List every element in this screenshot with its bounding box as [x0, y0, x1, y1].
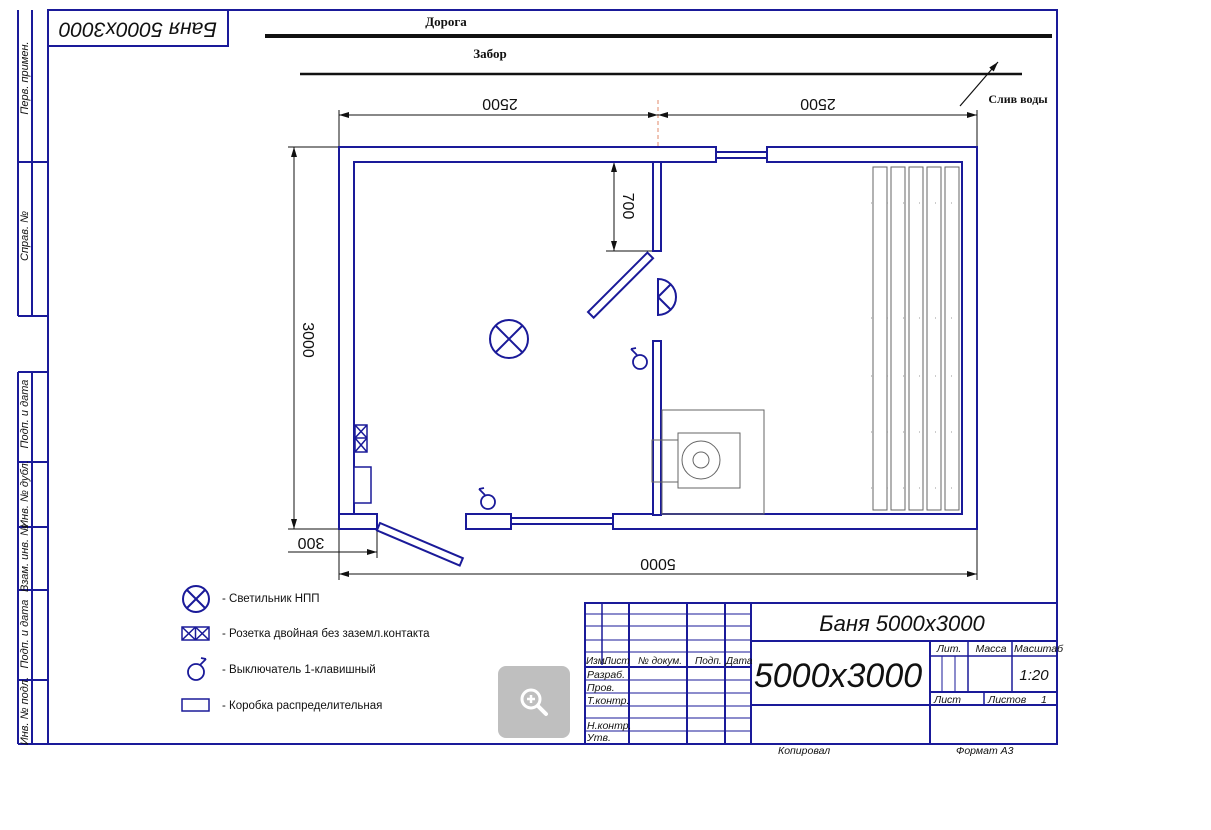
stamp-sprav-no: Справ. №: [19, 211, 31, 261]
cell-massa: Масса: [975, 643, 1007, 655]
cell-lit: Лит.: [936, 643, 962, 655]
cell-sheets: Листов: [988, 694, 1027, 706]
row-razrab: Разраб.: [587, 669, 625, 681]
kopiroval-label: Копировал: [778, 745, 831, 757]
fence-label: Забор: [473, 46, 507, 61]
format-label: Формат А3: [956, 745, 1014, 757]
drawing-designation: 5000х3000: [753, 657, 923, 695]
legend: [182, 586, 430, 712]
dim-right-top: 2500: [800, 94, 836, 112]
socket-icon-wall: [355, 425, 367, 452]
col-izm: Изм.: [586, 656, 608, 667]
zoom-button[interactable]: [498, 666, 570, 738]
legend-switch-icon: [188, 658, 206, 680]
stamp-inv-podl: Инв. № подл.: [19, 676, 31, 746]
stamp-vzam-inv: Взам. инв. №: [19, 523, 31, 593]
col-podp: Подп.: [695, 656, 722, 667]
sauna-lamp: [658, 279, 676, 315]
legend-box-label: - Коробка распределительная: [222, 700, 383, 712]
drain-label: Слив воды: [988, 92, 1048, 106]
stamp-podp-data-2: Подп. и дата: [19, 599, 31, 669]
cell-masshtab: Масштаб: [1014, 643, 1064, 655]
road-label: Дорога: [425, 14, 467, 29]
col-doc: № докум.: [638, 656, 683, 667]
row-utv: Утв.: [587, 732, 611, 744]
dim-partition: 700: [618, 192, 636, 220]
row-tkontr: Т.контр.: [587, 695, 630, 707]
cell-sheets-count: 1: [1041, 694, 1047, 706]
dim-total-width: 5000: [640, 554, 676, 572]
legend-switch-label: - Выключатель 1-клавишный: [222, 664, 376, 676]
side-stamp-labels: [19, 41, 31, 745]
switch-icon-entrance: [479, 488, 495, 509]
title-block-text: [586, 611, 1064, 757]
cell-sheet: Лист: [934, 694, 962, 706]
dim-left-top: 2500: [482, 94, 518, 112]
row-prov: Пров.: [587, 682, 615, 694]
col-list: Лист: [604, 656, 630, 667]
junction-box-wall: [354, 467, 371, 503]
legend-lamp-label: - Светильник НПП: [222, 593, 320, 605]
legend-lamp-icon: [183, 586, 209, 612]
mirrored-title: Баня 5000х3000: [59, 17, 217, 41]
cell-scale: 1:20: [1019, 667, 1049, 684]
partition-door: [588, 253, 653, 318]
switch-icon-room: [631, 348, 647, 369]
dim-offset: 300: [297, 533, 325, 551]
zoom-in-icon: [518, 686, 550, 718]
col-data: Дата: [726, 656, 753, 667]
legend-box-icon: [182, 699, 209, 711]
ceiling-lamp: [490, 320, 528, 358]
stamp-podp-data-1: Подп. и дата: [19, 379, 31, 449]
sauna-benches: [871, 167, 961, 510]
stamp-perv-primen: Перв. примен.: [19, 41, 31, 115]
row-nkontr: Н.контр.: [587, 720, 632, 732]
dim-height: 3000: [298, 322, 316, 358]
drawing-name: Баня 5000х3000: [819, 611, 985, 636]
entrance-door: [377, 523, 463, 566]
legend-socket-label: - Розетка двойная без заземл.контакта: [222, 628, 430, 640]
stove: [652, 410, 764, 514]
stamp-inv-dubl: Инв. № дубл.: [19, 460, 31, 528]
legend-socket-icon: [182, 627, 209, 640]
